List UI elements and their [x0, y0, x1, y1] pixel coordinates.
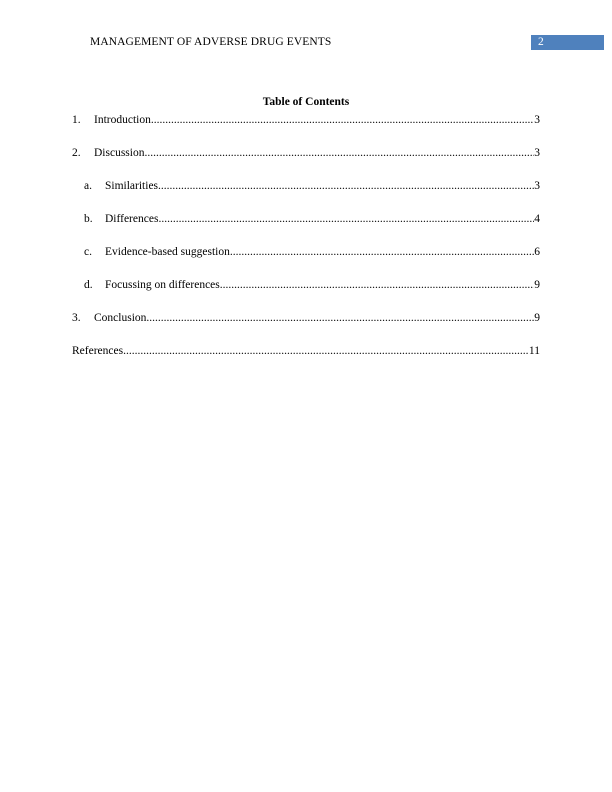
page-number: 2	[538, 36, 544, 48]
toc-entry-introduction[interactable]	[72, 113, 540, 127]
toc-entry-label: Discussion	[94, 147, 145, 159]
toc-dot-leader	[230, 245, 534, 259]
toc-heading: Table of Contents	[262, 96, 350, 108]
toc-entry-label: References	[72, 345, 124, 357]
toc-entry-references[interactable]	[72, 344, 540, 358]
toc-entry-page: 3	[534, 147, 540, 159]
toc-dot-leader	[151, 113, 534, 127]
toc-dot-leader	[144, 146, 534, 160]
page-number-badge	[531, 35, 604, 50]
toc-entry-number: 3.	[72, 312, 81, 324]
toc-entry-page: 9	[534, 279, 540, 291]
toc-dot-leader	[123, 344, 529, 358]
toc-entry-page: 3	[534, 114, 540, 126]
toc-entry-label: Focussing on differences	[105, 279, 220, 291]
toc-dot-leader	[158, 179, 534, 193]
toc-entry-number: d.	[84, 279, 93, 291]
toc-entry-number: 1.	[72, 114, 81, 126]
toc-entry-discussion[interactable]	[72, 146, 540, 160]
toc-entry-label: Similarities	[105, 180, 159, 192]
toc-entry-label: Introduction	[94, 114, 151, 126]
toc-entry-conclusion[interactable]	[72, 311, 540, 325]
toc-dot-leader	[146, 311, 534, 325]
toc-entry-page: 6	[534, 246, 540, 258]
toc-dot-leader	[220, 278, 534, 292]
toc-entry-focussing-on-differences[interactable]	[84, 278, 540, 292]
toc-entry-label: Conclusion	[94, 312, 147, 324]
toc-entry-number: a.	[84, 180, 92, 192]
toc-dot-leader	[158, 212, 534, 226]
toc-entry-number: 2.	[72, 147, 81, 159]
toc-entry-page: 11	[528, 345, 540, 357]
toc-entry-evidence-based-suggestion[interactable]	[84, 245, 540, 259]
toc-entry-page: 3	[534, 180, 540, 192]
toc-entry-label: Evidence-based suggestion	[105, 246, 230, 258]
toc-entry-page: 4	[534, 213, 540, 225]
toc-entry-label: Differences	[105, 213, 159, 225]
running-header-title: MANAGEMENT OF ADVERSE DRUG EVENTS	[90, 36, 332, 48]
toc-entry-differences[interactable]	[84, 212, 540, 226]
toc-entry-number: c.	[84, 246, 92, 258]
toc-entry-similarities[interactable]	[84, 179, 540, 193]
toc-entry-number: b.	[84, 213, 93, 225]
toc-entry-page: 9	[534, 312, 540, 324]
